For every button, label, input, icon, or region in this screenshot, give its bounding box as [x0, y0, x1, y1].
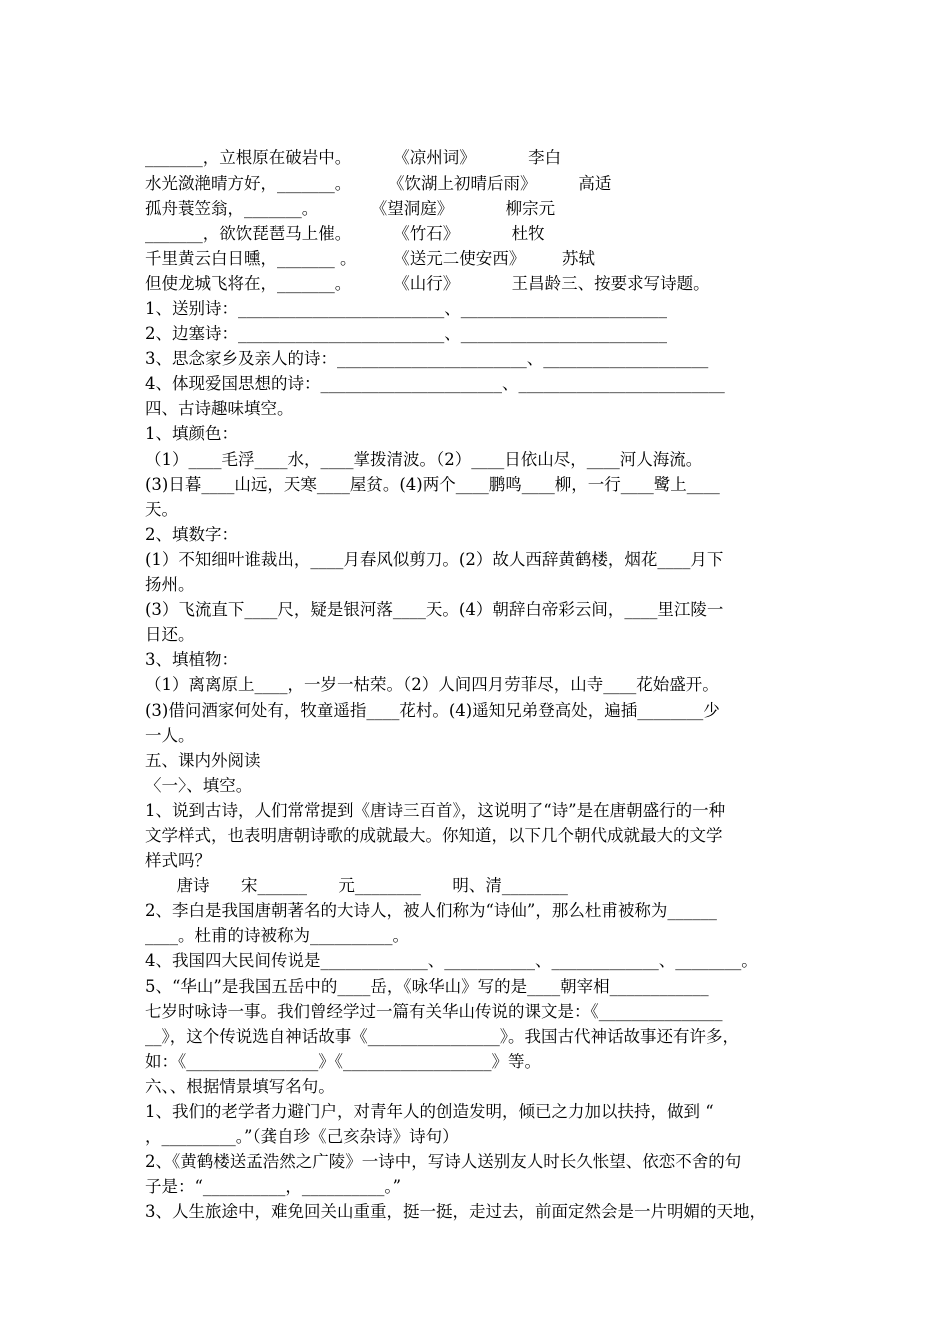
text-line: 日还。 [145, 625, 195, 644]
text-line: __》，这个传说选自神话故事《________________》。我国古代神话故事还有许多， [145, 1027, 739, 1046]
text-line: 但使龙城飞将在，_______。 《山行》 王昌龄三、按要求写诗题。 [145, 274, 710, 293]
text-line: 1、送别诗：_________________________、_________________________ [145, 299, 667, 318]
text-line: （1）____毛浮____水，____掌拨清波。（2）____日依山尽，____河人海流。 [145, 450, 703, 469]
text-line: 文学样式，也表明唐朝诗歌的成就最大。你知道，以下几个朝代成就最大的文学 [145, 826, 723, 845]
text-line: 5、“华山”是我国五岳中的____岳，《咏华山》写的是____朝宰相____________ [145, 977, 709, 996]
text-line: 扬州。 [145, 575, 195, 594]
text-line: 2、边塞诗：_________________________、_________________________ [145, 324, 667, 343]
section-heading: 五、课内外阅读 [145, 751, 261, 770]
text-line: 水光潋滟晴方好，_______。 《饮湖上初晴后雨》 高适 [145, 174, 612, 193]
text-line: _______，立根原在破岩中。 《凉州词》 李白 [145, 148, 562, 167]
text-line: (3)借问酒家何处有，牧童遥指____花村。(4)遥知兄弟登高处，遍插________少 [145, 701, 720, 720]
text-line: 子是：“__________，__________。” [145, 1177, 402, 1196]
text-line: 1、我们的老学者力避门户，对青年人的创造发明，倾已之力加以扶持，做到 “ [145, 1102, 714, 1121]
text-line: 如：《________________》《__________________》等。 [145, 1052, 541, 1071]
text-line: (1）不知细叶谁裁出，____月春风似剪刀。(2）故人西辞黄鹤楼，烟花____月下 [145, 550, 724, 569]
text-line: (3）飞流直下____尺，疑是银河落____天。(4）朝辞白帝彩云间，____里江陵一 [145, 600, 724, 619]
text-line: (3)日暮____山远，天寒____屋贫。(4)两个____鹏鸣____柳，一行____鹭上____ [145, 475, 720, 494]
text-line: 4、体现爱国思想的诗：______________________、_________________________ [145, 374, 725, 393]
text-line: 3、思念家乡及亲人的诗：_______________________、____________________ [145, 349, 709, 368]
text-line: 3、人生旅途中，难免回关山重重，挺一挺，走过去，前面定然会是一片明媚的天地， [145, 1202, 766, 1221]
text-line: 3、填植物： [145, 650, 238, 669]
text-line: _______，欲饮琵琶马上催。 《竹石》 杜牧 [145, 224, 545, 243]
text-line: 1、说到古诗，人们常常提到《唐诗三百首》，这说明了“诗”是在唐朝盛行的一种 [145, 801, 726, 820]
section-heading: 六、、根据情景填写名句。 [145, 1077, 335, 1096]
text-line: 4、我国四大民间传说是_____________、___________、_____________、________。 [145, 951, 758, 970]
text-line: 〈一〉、填空。 [145, 776, 253, 795]
text-line: 七岁时咏诗一事。我们曾经学过一篇有关华山传说的课文是：《_______________ [145, 1002, 723, 1021]
text-line: ，_________。”（龚自珍《己亥杂诗》诗句） [145, 1127, 459, 1146]
text-line: 2、《黄鹤楼送孟浩然之广陵》一诗中，写诗人送别友人时长久怅望、依恋不舍的句 [145, 1152, 742, 1171]
text-line: 唐诗 宋______ 元________ 明、清________ [145, 876, 568, 895]
text-line: 2、填数字： [145, 525, 238, 544]
text-line: 一人。 [145, 726, 195, 745]
text-line: ____。杜甫的诗被称为__________。 [145, 926, 409, 945]
text-line: 千里黄云白日曛，_______ 。 《送元二使安西》 苏轼 [145, 249, 595, 268]
text-line: 孤舟蓑笠翁，_______。 《望洞庭》 柳宗元 [145, 199, 556, 218]
section-heading: 四、古诗趣味填空。 [145, 399, 294, 418]
text-line: 天。 [145, 500, 178, 519]
text-line: 样式吗？ [145, 851, 211, 870]
text-line: （1）离离原上____，一岁一枯荣。（2）人间四月劳菲尽，山寺____花始盛开。 [145, 675, 719, 694]
text-line: 2、李白是我国唐朝著名的大诗人，被人们称为“诗仙”，那么杜甫被称为______ [145, 901, 717, 920]
text-line: 1、填颜色： [145, 424, 238, 443]
